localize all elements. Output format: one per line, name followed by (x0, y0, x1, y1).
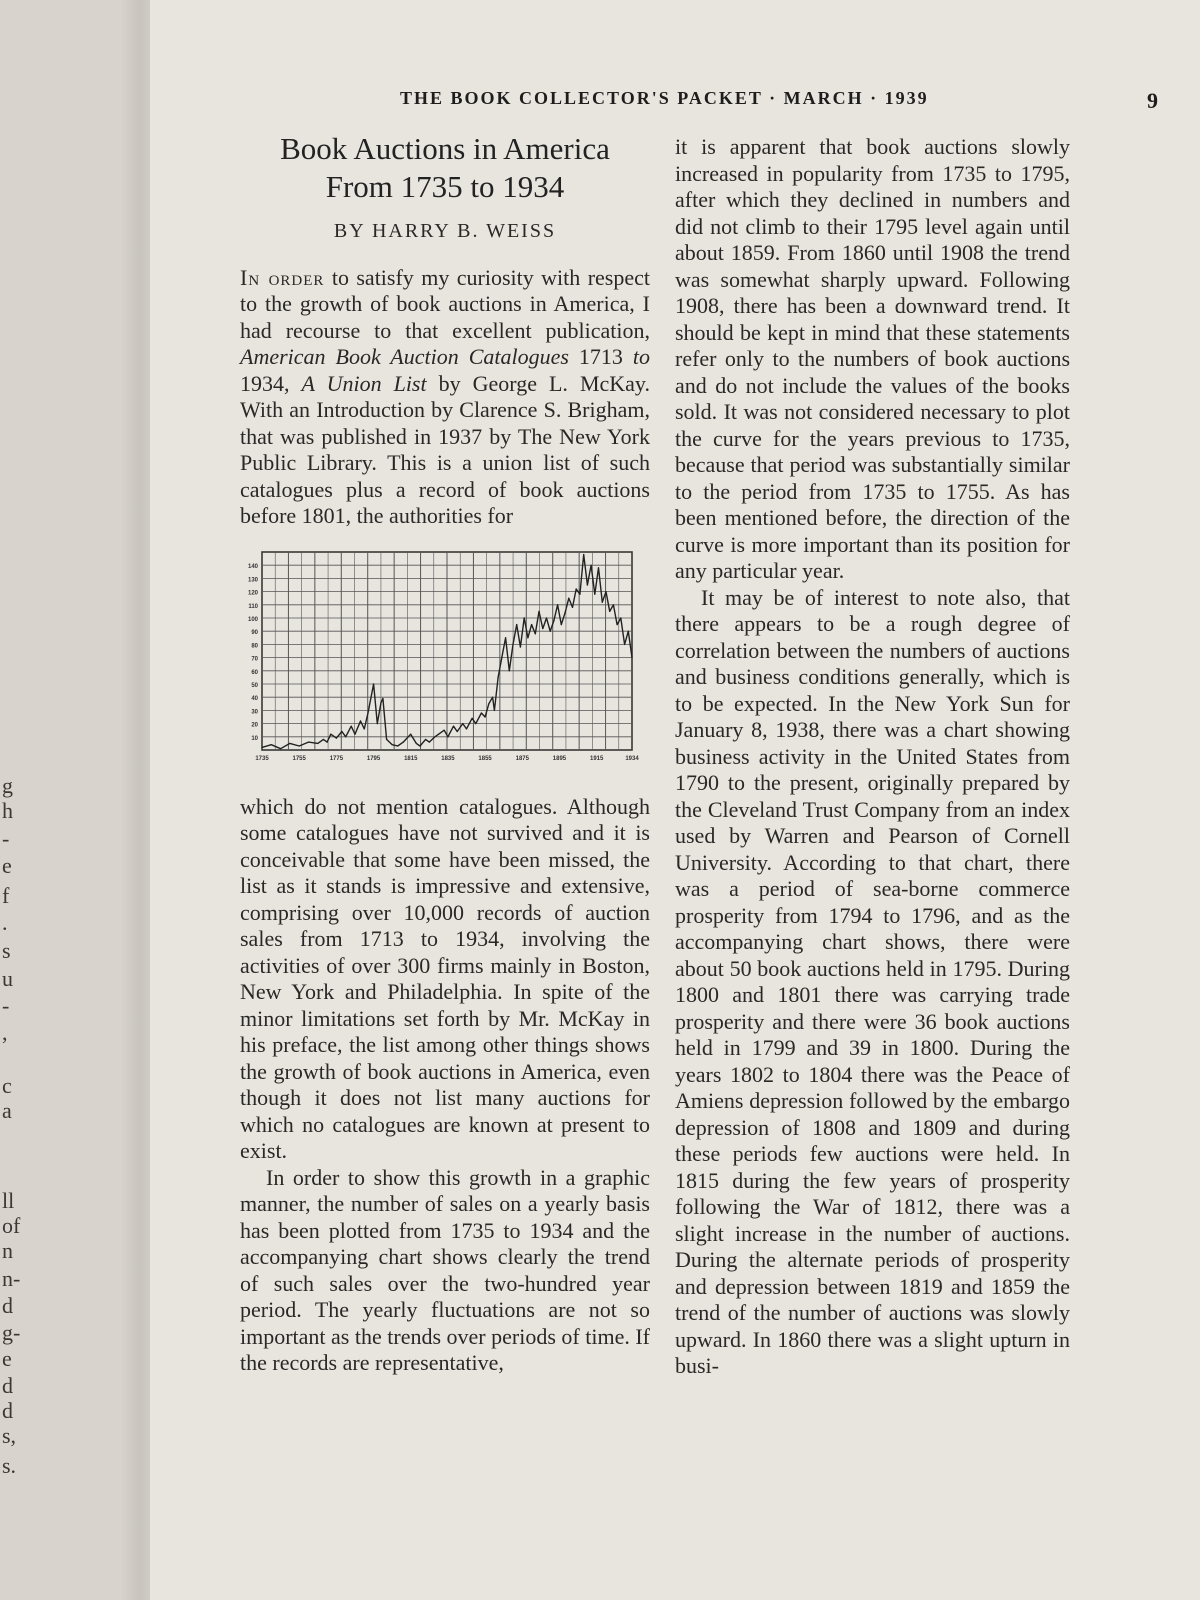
chart-data-point (602, 601, 603, 602)
chart-data-point (520, 646, 521, 647)
chart-data-point (542, 627, 543, 628)
chart-data-point (403, 741, 404, 742)
chart-data-point (434, 736, 435, 737)
chart-y-tick-label: 50 (251, 682, 258, 689)
right-paragraph-1: it is apparent that book auctions slowly increased in popularity from 1735 to 1795, after which they declined in numbers and did not climb to their 1795 level again until about 1859. From 1860 until 1908 the trend was somewhat sharply upward. Following 1908, there has been a downward trend. It should be kept in mind that these statements refer only to the numbers of book auctions and do not include the values of the books sold. It was not considered necessary to plot the curve for the years previous to 1735, because that period was substantially similar to the period from 1735 to 1755. As has been mentioned before, the direction of the curve is more important than its position for any particular year. (675, 134, 1070, 583)
chart-y-tick-label: 10 (251, 735, 258, 742)
chart-data-point (494, 709, 495, 710)
chart-data-point (299, 745, 300, 746)
chart-data-point (336, 737, 337, 738)
lead-in: In order (240, 264, 325, 290)
right-paragraph-2: It may be of interest to note also, that there appears to be a rough degree of correlation between the numbers of auctions and business conditions generally, which is to be expected. In the New York Sun for January 8, 1938, there was a chart showing business activity in the United States from 1790 to the present, originally prepared by the Cleveland Trust Company from an index used by Warren and Pearson of Cornell University. According to that chart, there was a period of sea-borne commerce prosperity from 1794 to 1796, and as the accompanying chart shows, there were about 50 book auctions held in 1795. During 1800 and 1801 there was carrying trade prosperity and there were 36 book auctions held in 1799 and 39 in 1800. During the years 1802 to 1804 there was the Peace of Amiens depression followed by the embargo depression of 1808 and 1809 and during these periods few auctions were held. In 1815 during the few years of prosperity following the War of 1812, there was a slight increase in the number of auctions. During the alternate periods of prosperity and depression between 1819 and 1859 the trend of the number of auctions was slowly upward. In 1860 there was a slight upturn in busi- (675, 584, 1070, 1378)
previous-page-fragment: . (2, 910, 8, 935)
paragraph-1-continued: which do not mention catalogues. Although some catalogues have not survived and it is conceivable that some have been missed, the list as it stands is impressive and extensive, comprising over 10,000 records of auction sales from 1713 to 1934, involving the activities of over 300 firms mainly in Boston, New York and Philadelphia. In spite of the minor limitations set forth by Mr. McKay in his preface, the list among other things shows the growth of book auctions in America, even though it does not list many auctions for which no catalogues are known at present to exist. (240, 793, 650, 1163)
previous-page-fragment: e (2, 853, 12, 878)
chart-data-point (579, 593, 580, 594)
chart-data-point (261, 746, 262, 747)
chart-x-tick-label: 1875 (515, 755, 529, 762)
previous-page-fragment: a (2, 1098, 12, 1123)
chart-data-point (354, 733, 355, 734)
chart-data-point (594, 593, 595, 594)
previous-page-fragment: s (2, 938, 11, 963)
title-line-1: Book Auctions in America (280, 131, 610, 166)
chart-data-point (535, 633, 536, 634)
paragraph-1 (240, 265, 650, 530)
chart-data-point (568, 597, 569, 598)
chart-data-point (524, 617, 525, 618)
chart-y-tick-label: 40 (251, 695, 258, 702)
page-number: 9 (1147, 88, 1160, 113)
paragraph-1-text: to satisfy my curiosity with respect to the growth of book auctions in America, I had recourse to that excellent publication, (240, 264, 650, 343)
chart-data-point (289, 742, 290, 743)
chart-data-point (509, 670, 510, 671)
chart-data-point (605, 591, 606, 592)
chart-y-tick-label: 20 (251, 722, 258, 729)
chart-data-point (475, 723, 476, 724)
previous-page-fragment: n- (2, 1266, 21, 1291)
chart-data-point (429, 741, 430, 742)
chart-data-point (561, 624, 562, 625)
chart-y-tick-label: 100 (247, 616, 258, 623)
chart-data-point (485, 716, 486, 717)
chart-data-point (280, 748, 281, 749)
chart-data-point (438, 733, 439, 734)
chart-x-tick-label: 1775 (329, 755, 344, 762)
chart-data-point (386, 738, 387, 739)
right-column (675, 134, 1070, 1380)
chart-y-tick-label: 60 (251, 669, 258, 676)
chart-data-point (466, 728, 467, 729)
previous-page-fragment: u (2, 966, 13, 991)
chart-data-point (360, 720, 361, 721)
chart-data-point (576, 588, 577, 589)
previous-page-fragment: g- (2, 1320, 21, 1345)
chart-data-point (617, 624, 618, 625)
left-column (240, 130, 650, 1377)
previous-page-fragment: h (2, 798, 13, 823)
chart-data-point (613, 604, 614, 605)
chart-data-point (341, 730, 342, 731)
chart-data-point (505, 637, 506, 638)
chart-data-point (410, 733, 411, 734)
chart-x-tick-label: 1755 (292, 755, 306, 762)
chart-data-point (447, 736, 448, 737)
chart-data-point (488, 703, 489, 704)
previous-page-fragment: f (2, 883, 10, 908)
article-title (240, 130, 650, 206)
previous-page-fragment: , (2, 1020, 8, 1045)
chart-y-tick-label: 110 (248, 603, 258, 610)
chart-data-point (583, 554, 584, 555)
previous-page-fragment: g (2, 773, 13, 798)
chart-data-point (326, 741, 327, 742)
paragraph-1-end: by George L. McKay. With an Introduction by Clarence S. Brigham, that was published in 1937 by The New York Public Library. This is a union list of such catalogues plus a record of book auctions before 1801, the authorities for (240, 370, 650, 528)
chart-x-tick-label: 1895 (552, 755, 567, 762)
chart-data-point (501, 657, 502, 658)
chart-x-tick-label: 1815 (404, 755, 418, 762)
chart-data-point (531, 624, 532, 625)
chart-data-point (373, 683, 374, 684)
chart-data-point (462, 723, 463, 724)
chart-data-point (367, 712, 368, 713)
previous-page-fragment: ll (2, 1188, 15, 1213)
chart-data-point (516, 624, 517, 625)
chart-data-point (317, 742, 318, 743)
chart-x-tick-label: 1934 (625, 755, 639, 762)
chart-data-point (419, 745, 420, 746)
chart-data-point (538, 610, 539, 611)
chart-y-tick-label: 140 (247, 563, 258, 570)
chart-y-tick-label: 120 (247, 590, 258, 597)
chart-data-point (631, 657, 632, 658)
chart-y-tick-label: 130 (247, 576, 258, 583)
running-head-title: THE BOOK COLLECTOR'S PACKET · MARCH · 1939 (400, 88, 929, 108)
chart-data-point (457, 730, 458, 731)
chart-data-point (472, 717, 473, 718)
chart-y-tick-label: 30 (251, 708, 258, 715)
previous-page-fragment: s. (2, 1453, 17, 1478)
chart-y-tick-label: 90 (251, 629, 258, 636)
chart-data-point (382, 697, 383, 698)
chart-data-point (345, 736, 346, 737)
chart-data-point (481, 712, 482, 713)
chart-data-point (587, 584, 588, 585)
chart-data-point (492, 696, 493, 697)
chart-y-tick-label: 80 (251, 642, 258, 649)
previous-page-fragment: - (2, 993, 10, 1018)
paragraph-2: In order to show this growth in a graphic manner, the number of sales on a yearly basis has been plotted from 1735 to 1934 and the accompanying chart shows clearly the trend of such sales over the two-hundred year period. The yearly fluctuations are not so important as the trends over periods of time. If the records are representative, (240, 1164, 650, 1375)
previous-page-fragment: d (2, 1293, 13, 1318)
chart-data-point (609, 610, 610, 611)
previous-page-fragment: c (2, 1073, 12, 1098)
chart-x-tick-label: 1795 (366, 755, 381, 762)
chart-data-point (425, 738, 426, 739)
chart-data-point (308, 741, 309, 742)
paragraph-1-year-end: 1934, (240, 370, 302, 396)
chart-data-point (620, 617, 621, 618)
chart-data-point (416, 742, 417, 743)
previous-page-fragment: n (2, 1238, 13, 1263)
chart-data-point (271, 744, 272, 745)
previous-page-fragment: s, (2, 1423, 17, 1448)
running-head (400, 88, 1160, 113)
chart-x-tick-label: 1835 (441, 755, 455, 762)
chart-data-point (624, 643, 625, 644)
title-line-2: From 1735 to 1934 (325, 169, 565, 204)
chart-x-tick-label: 1915 (589, 755, 604, 762)
paragraph-1-to: to (632, 344, 650, 369)
chart-data-point (550, 630, 551, 631)
chart-data-point (564, 612, 565, 613)
auction-chart-svg (240, 544, 650, 780)
previous-page-fragment: - (2, 826, 10, 851)
chart-data-point (512, 643, 513, 644)
chart-data-point (397, 745, 398, 746)
chart-data-point (377, 723, 378, 724)
chart-data-point (527, 637, 528, 638)
chart-data-point (453, 725, 454, 726)
previous-page-fragment: d (2, 1373, 13, 1398)
auction-chart (240, 544, 650, 780)
book-title: American Book Auction Catalogues (240, 344, 569, 369)
chart-data-point (598, 567, 599, 568)
paragraph-1-year: 1713 (568, 344, 633, 369)
chart-data-point (553, 620, 554, 621)
chart-y-tick-label: 70 (251, 656, 258, 663)
chart-x-tick-label: 1735 (255, 755, 269, 762)
chart-data-point (392, 744, 393, 745)
chart-data-point (498, 676, 499, 677)
chart-data-point (380, 701, 381, 702)
book-subtitle: A Union List (301, 370, 427, 396)
chart-data-point (323, 738, 324, 739)
chart-data-point (572, 606, 573, 607)
previous-page-fragment: of (2, 1213, 21, 1238)
chart-data-point (444, 729, 445, 730)
chart-data-point (557, 604, 558, 605)
chart-data-point (330, 733, 331, 734)
previous-page-fragment: d (2, 1398, 13, 1423)
chart-data-point (364, 728, 365, 729)
byline: BY HARRY B. WEISS (333, 220, 557, 242)
previous-page-fragment: e (2, 1346, 12, 1371)
chart-data-point (628, 630, 629, 631)
chart-x-tick-label: 1855 (478, 755, 492, 762)
chart-data-point (546, 617, 547, 618)
chart-data-point (590, 564, 591, 565)
chart-data-point (351, 725, 352, 726)
